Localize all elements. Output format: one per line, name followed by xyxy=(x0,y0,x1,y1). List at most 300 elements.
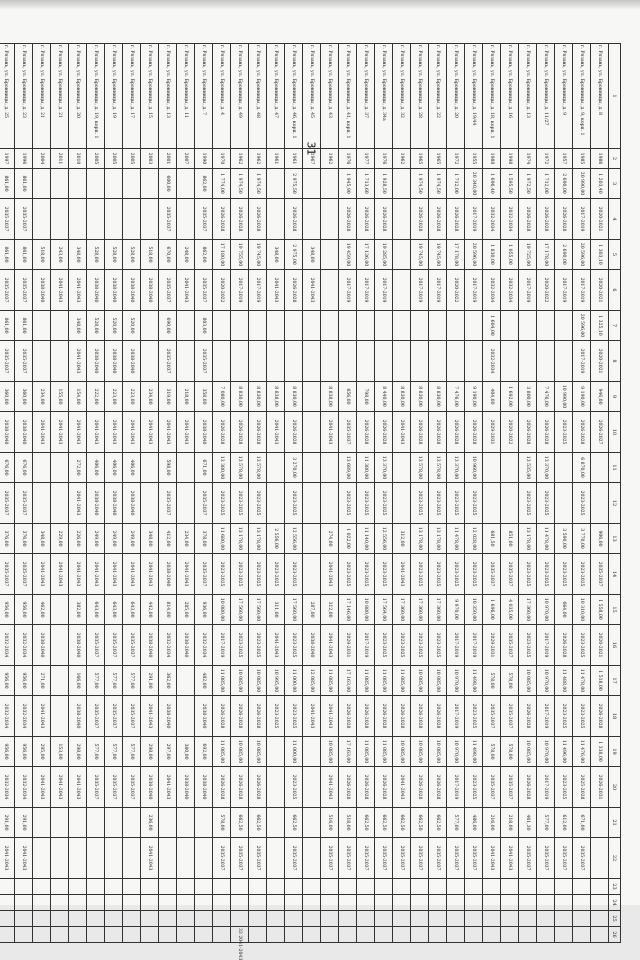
value-cell xyxy=(141,895,159,911)
value-cell: 11 478,00 xyxy=(537,524,555,554)
value-cell: 11 478,00 xyxy=(573,666,591,696)
value-cell xyxy=(465,311,483,341)
value-cell: 2041-2043 xyxy=(51,412,69,453)
value-cell: 2041-2043 xyxy=(51,554,69,595)
value-cell xyxy=(159,895,177,911)
value-cell: 2035-2037 xyxy=(159,483,177,524)
value-cell xyxy=(69,879,87,895)
value-cell: 2026-2028 xyxy=(285,270,303,311)
value-cell: 2035-2037 xyxy=(357,838,375,879)
column-number: 4 xyxy=(609,199,621,240)
value-cell xyxy=(177,341,195,382)
value-cell: 2023-2025 xyxy=(465,696,483,737)
value-cell: 2041-2043 xyxy=(87,554,105,595)
value-cell xyxy=(195,895,213,911)
value-cell xyxy=(393,341,411,382)
value-cell xyxy=(303,911,321,927)
value-cell xyxy=(123,895,141,911)
value-cell: 4 035,00 xyxy=(501,595,519,625)
value-cell xyxy=(357,895,375,911)
value-cell: 2026-2028 xyxy=(213,767,231,808)
value-cell: 1 604,00 xyxy=(483,311,501,341)
value-cell xyxy=(321,911,339,927)
value-cell: 1 338,00 xyxy=(591,737,609,767)
value-cell: 2026-2028 xyxy=(573,412,591,453)
value-cell: 13 370,00 xyxy=(537,453,555,483)
value-cell: 17 360,00 xyxy=(411,595,429,625)
value-cell: 2041-2043 xyxy=(123,412,141,453)
value-cell xyxy=(357,927,375,943)
value-cell: 2032-2034 xyxy=(501,199,519,240)
value-cell: 11 085,00 xyxy=(213,666,231,696)
value-cell: 17 360,00 xyxy=(519,595,537,625)
value-cell: 13 370,00 xyxy=(447,453,465,483)
value-cell xyxy=(51,169,69,199)
address-cell: г. Рязань, ул. Бронницы, д. 21 xyxy=(51,44,69,149)
value-cell: 2023-2025 xyxy=(429,554,447,595)
value-cell: 10 310,00 xyxy=(573,595,591,625)
value-cell: 2020-2021 xyxy=(591,199,609,240)
address-cell: г. Рязань, ул. Бронницы, д. 28 xyxy=(411,44,429,149)
address-cell: г. Рязань, ул. Бронницы, д. 25 xyxy=(0,44,15,149)
value-cell xyxy=(33,927,51,943)
value-cell: 10 085,00 xyxy=(429,737,447,767)
value-cell: 10 085,00 xyxy=(519,666,537,696)
value-cell: 2041-2043 xyxy=(177,270,195,311)
value-cell: 690,00 xyxy=(159,311,177,341)
value-cell: 600,00 xyxy=(159,169,177,199)
column-number: 22 xyxy=(609,838,621,879)
value-cell: 2023-2025 xyxy=(519,625,537,666)
value-cell: 2023-2025 xyxy=(231,554,249,595)
value-cell xyxy=(87,199,105,240)
page-number: 31 xyxy=(304,141,318,156)
value-cell: 1 595,50 xyxy=(501,169,519,199)
value-cell: 11 680,00 xyxy=(213,524,231,554)
value-cell: 2026-2028 xyxy=(411,412,429,453)
value-cell: 17 180,00 xyxy=(213,240,231,270)
value-cell xyxy=(501,927,519,943)
column-number: 12 xyxy=(609,483,621,524)
value-cell: 2023-2025 xyxy=(357,554,375,595)
value-cell: 2032-2034 xyxy=(501,270,519,311)
address-cell: г. Рязань, ул. Бронницы, д. 7 xyxy=(195,44,213,149)
value-cell: 2035-2037 xyxy=(87,696,105,737)
value-cell: 2032-2034 xyxy=(159,625,177,666)
value-cell: 311,00 xyxy=(267,595,285,625)
table-row xyxy=(537,44,555,943)
value-cell: 2035-2037 xyxy=(411,838,429,879)
year-cell: 2005 xyxy=(123,149,141,169)
value-cell: 2035-2037 xyxy=(195,554,213,595)
value-cell: 9 190,00 xyxy=(465,382,483,412)
value-cell xyxy=(15,927,33,943)
value-cell: 8 830,00 xyxy=(429,382,447,412)
value-cell xyxy=(177,199,195,240)
value-cell: 17 564,00 xyxy=(375,595,393,625)
value-cell: 2020-2022 xyxy=(537,270,555,311)
value-cell xyxy=(123,927,141,943)
column-number: 21 xyxy=(609,808,621,838)
value-cell: 2017-2019 xyxy=(357,270,375,311)
value-cell: 11 140,00 xyxy=(357,524,375,554)
value-cell: 861,00 xyxy=(15,240,33,270)
value-cell: 2026-2028 xyxy=(411,767,429,808)
value-cell: 3 800,00 xyxy=(519,382,537,412)
value-cell xyxy=(393,311,411,341)
value-cell xyxy=(33,879,51,895)
value-cell: 1 712,00 xyxy=(537,169,555,199)
value-cell: 154,00 xyxy=(69,382,87,412)
value-cell: 2041-2043 xyxy=(33,412,51,453)
value-cell: 17 178,00 xyxy=(537,240,555,270)
value-cell xyxy=(33,483,51,524)
value-cell: 19 755,00 xyxy=(231,240,249,270)
value-cell: 662,50 xyxy=(285,808,303,838)
value-cell: 2026-2028 xyxy=(393,696,411,737)
value-cell: 10 970,00 xyxy=(447,666,465,696)
value-cell xyxy=(87,879,105,895)
value-cell xyxy=(537,895,555,911)
value-cell: 10 085,00 xyxy=(249,737,267,767)
value-cell: 2017-2019 xyxy=(537,696,555,737)
value-cell xyxy=(51,838,69,879)
value-cell xyxy=(303,879,321,895)
value-cell: 11 085,00 xyxy=(375,737,393,767)
value-cell xyxy=(69,927,87,943)
value-cell: 662,50 xyxy=(429,808,447,838)
table-row xyxy=(87,44,105,943)
value-cell: 295,00 xyxy=(33,737,51,767)
value-cell xyxy=(141,169,159,199)
value-cell: 2026-2028 xyxy=(339,199,357,240)
value-cell xyxy=(303,927,321,943)
value-cell: 2023-2025 xyxy=(519,554,537,595)
value-cell: 2041-2043 xyxy=(69,483,87,524)
value-cell: 2041-2043 xyxy=(141,554,159,595)
value-cell xyxy=(321,199,339,240)
value-cell xyxy=(15,879,33,895)
value-cell: 2035-2037 xyxy=(0,341,15,382)
value-cell xyxy=(141,199,159,240)
value-cell: 222,00 xyxy=(87,382,105,412)
value-cell: 12 556,00 xyxy=(375,524,393,554)
value-cell: 861,00 xyxy=(0,240,15,270)
value-cell: 10 970,00 xyxy=(537,737,555,767)
value-cell: 11 498,00 xyxy=(465,737,483,767)
value-cell: 2023-2025 xyxy=(465,483,483,524)
value-cell: 2035-2037 xyxy=(483,696,501,737)
value-cell: 2032-2034 xyxy=(483,341,501,382)
value-cell: 10 995,00 xyxy=(267,666,285,696)
year-cell: 2011 xyxy=(51,149,69,169)
value-cell xyxy=(105,838,123,879)
value-cell: 10 990,00 xyxy=(555,382,573,412)
value-cell: 2026-2028 xyxy=(519,199,537,240)
column-number: 14 xyxy=(609,554,621,595)
value-cell: 291,00 xyxy=(15,808,33,838)
value-cell xyxy=(429,927,447,943)
table-row xyxy=(501,44,519,943)
address-cell: г. Рязань, ул. Бронницы, д. 41, корп. 1 xyxy=(339,44,357,149)
year-cell: 1988 xyxy=(483,149,501,169)
value-cell: 358,00 xyxy=(195,382,213,412)
value-cell xyxy=(465,895,483,911)
value-cell: 2017-2019 xyxy=(339,270,357,311)
value-cell: 243,00 xyxy=(51,240,69,270)
value-cell: 2017-2019 xyxy=(465,625,483,666)
value-cell: 2041-2043 xyxy=(267,625,285,666)
value-cell: 1 303,10 xyxy=(591,240,609,270)
value-cell xyxy=(483,483,501,524)
value-cell: 1 558,00 xyxy=(591,595,609,625)
table-row xyxy=(177,44,195,943)
value-cell: 2023-2025 xyxy=(339,483,357,524)
value-cell: 2041-2043 xyxy=(483,838,501,879)
value-cell xyxy=(429,311,447,341)
value-cell: 12 085,00 xyxy=(303,666,321,696)
column-number: 23 xyxy=(609,879,621,895)
value-cell: 2035-2037 xyxy=(537,838,555,879)
value-cell: 1 692,00 xyxy=(501,382,519,412)
value-cell xyxy=(141,483,159,524)
value-cell xyxy=(573,911,591,927)
value-cell: 2026-2028 xyxy=(357,412,375,453)
value-cell: 155,00 xyxy=(51,382,69,412)
value-cell xyxy=(411,895,429,911)
value-cell: 662,50 xyxy=(411,808,429,838)
column-number: 16 xyxy=(609,625,621,666)
value-cell: 1 696,00 xyxy=(483,595,501,625)
value-cell xyxy=(411,311,429,341)
value-cell: 2041-2043 xyxy=(51,270,69,311)
column-number: 15 xyxy=(609,595,621,625)
value-cell: 2020-2022 xyxy=(213,270,231,311)
year-cell: 1977 xyxy=(357,149,375,169)
value-cell xyxy=(285,879,303,895)
value-cell: 2035-2037 xyxy=(429,838,447,879)
address-cell: г. Рязань, ул. Бронницы, д. 9, корп. 1 xyxy=(573,44,591,149)
value-cell: 312,00 xyxy=(393,524,411,554)
value-cell: 2041-2043 xyxy=(0,838,15,879)
value-cell xyxy=(321,453,339,483)
value-cell xyxy=(231,927,249,960)
value-cell xyxy=(591,483,609,524)
value-cell xyxy=(231,895,249,911)
value-cell: 274,00 xyxy=(321,524,339,554)
value-cell: 670,00 xyxy=(159,240,177,270)
value-cell: 13 178,00 xyxy=(429,524,447,554)
value-cell xyxy=(267,895,285,911)
value-cell: 2038-2040 xyxy=(141,270,159,311)
value-cell xyxy=(483,453,501,483)
value-cell xyxy=(375,879,393,895)
value-cell: 291,00 xyxy=(141,666,159,696)
value-cell: 2035-2037 xyxy=(0,483,15,524)
value-cell: 2025-2028 xyxy=(573,767,591,808)
value-cell: 2035-2037 xyxy=(0,554,15,595)
value-cell: 578,00 xyxy=(483,737,501,767)
value-cell xyxy=(231,341,249,382)
value-cell xyxy=(411,341,429,382)
table-row xyxy=(195,44,213,943)
value-cell xyxy=(159,879,177,895)
value-cell: 348,00 xyxy=(141,524,159,554)
value-cell: 2041-2043 xyxy=(177,412,195,453)
column-number: 10 xyxy=(609,412,621,453)
year-cell: 1965 xyxy=(411,149,429,169)
value-cell xyxy=(483,879,501,895)
address-cell: г. Рязань, ул. Бронницы, д. 11/27 xyxy=(537,44,555,149)
value-cell: 2023-2025 xyxy=(285,767,303,808)
value-cell xyxy=(393,483,411,524)
value-cell: 11 476,00 xyxy=(573,737,591,767)
value-cell: 518,00 xyxy=(339,808,357,838)
rotated-table-wrapper xyxy=(3,43,621,960)
value-cell: 2029-2031 xyxy=(339,625,357,666)
year-cell: 2005 xyxy=(105,149,123,169)
value-cell: 2041-2043 xyxy=(123,554,141,595)
value-cell xyxy=(177,311,195,341)
address-cell: г. Рязань, ул. Бронницы, д. 15 xyxy=(141,44,159,149)
value-cell: 2023-2025 xyxy=(537,483,555,524)
value-cell xyxy=(213,879,231,895)
table-row xyxy=(375,44,393,943)
value-cell: 2023-2025 xyxy=(267,554,285,595)
value-cell: 2041-2043 xyxy=(69,412,87,453)
table-row xyxy=(15,44,33,943)
value-cell xyxy=(195,879,213,895)
value-cell xyxy=(51,199,69,240)
value-cell xyxy=(411,911,429,927)
year-cell: 2004 xyxy=(33,149,51,169)
value-cell: 577,00 xyxy=(87,666,105,696)
year-cell: 1972 xyxy=(537,149,555,169)
value-cell: 2035-2037 xyxy=(0,199,15,240)
table-row xyxy=(303,44,321,943)
year-cell: 2010 xyxy=(69,149,87,169)
value-cell xyxy=(177,666,195,696)
value-cell: 11 085,00 xyxy=(213,737,231,767)
address-cell: г. Рязань, ул. Бронницы, д. 48 xyxy=(249,44,267,149)
value-cell: 2041-2043 xyxy=(33,554,51,595)
value-cell: 2026-2028 xyxy=(213,696,231,737)
address-cell: г. Рязань, ул. Бронницы, д. 16 xyxy=(501,44,519,149)
value-cell: 10 085,00 xyxy=(249,666,267,696)
value-cell xyxy=(105,879,123,895)
value-cell: 2035-2037 xyxy=(375,838,393,879)
value-cell: 360,00 xyxy=(15,382,33,412)
value-cell: 462,00 xyxy=(33,595,51,625)
value-cell: 362,00 xyxy=(159,666,177,696)
value-cell: 2035-2037 xyxy=(195,199,213,240)
value-cell: 11 085,00 xyxy=(393,666,411,696)
value-cell: 2041-2043 xyxy=(177,554,195,595)
value-cell: 1 945,90 xyxy=(339,169,357,199)
value-cell: 2023-2025 xyxy=(519,483,537,524)
year-cell: 1965 xyxy=(429,149,447,169)
value-cell: 461,30 xyxy=(519,808,537,838)
value-cell: 2026-2028 xyxy=(555,625,573,666)
value-cell: 2023-2025 xyxy=(249,625,267,666)
value-cell: 2 690,00 xyxy=(555,169,573,199)
value-cell: 2 690,00 xyxy=(555,240,573,270)
value-cell: 8 830,00 xyxy=(231,382,249,412)
value-cell: 798,00 xyxy=(357,382,375,412)
value-cell xyxy=(249,911,267,927)
value-cell: 229,00 xyxy=(51,524,69,554)
value-cell xyxy=(177,911,195,927)
value-cell xyxy=(267,767,285,808)
value-cell xyxy=(33,311,51,341)
value-cell xyxy=(285,911,303,927)
value-cell: 2035-2037 xyxy=(195,341,213,382)
value-cell xyxy=(141,453,159,483)
value-cell xyxy=(141,341,159,382)
value-cell: 2035-2037 xyxy=(483,554,501,595)
value-cell xyxy=(195,911,213,927)
value-cell: 2023-2025 xyxy=(573,483,591,524)
value-cell: 348,00 xyxy=(303,240,321,270)
value-cell: 2026-2028 xyxy=(429,412,447,453)
table-row xyxy=(249,44,267,943)
value-cell: 2023-2025 xyxy=(393,625,411,666)
value-cell: 2038-2040 xyxy=(195,696,213,737)
value-cell: 2023-2025 xyxy=(555,412,573,453)
value-cell: 2023-2025 xyxy=(213,554,231,595)
value-cell: 2026-2028 xyxy=(285,199,303,240)
value-cell: 2023-2025 xyxy=(285,625,303,666)
value-cell: 861,00 xyxy=(15,169,33,199)
value-cell: 11 478,00 xyxy=(447,524,465,554)
value-cell: 2038-2040 xyxy=(87,483,105,524)
value-cell xyxy=(447,895,465,911)
year-cell: 1957 xyxy=(555,149,573,169)
year-cell: 1955 xyxy=(465,149,483,169)
value-cell: 1 774,00 xyxy=(213,169,231,199)
value-cell: 2032-2034 xyxy=(483,199,501,240)
address-cell: г. Рязань, ул. Бронницы, д. 9 xyxy=(555,44,573,149)
value-cell xyxy=(573,895,591,911)
value-cell xyxy=(177,895,195,911)
value-cell xyxy=(87,838,105,879)
value-cell: 249,00 xyxy=(105,524,123,554)
column-number: 3 xyxy=(609,169,621,199)
value-cell: 2023-2025 xyxy=(357,483,375,524)
value-cell xyxy=(231,879,249,895)
value-cell: 906,00 xyxy=(591,524,609,554)
value-cell xyxy=(33,911,51,927)
value-cell: 2038-2040 xyxy=(159,554,177,595)
value-cell xyxy=(105,895,123,911)
value-cell xyxy=(267,311,285,341)
value-cell: 12 028,00 xyxy=(465,524,483,554)
value-cell: 285,00 xyxy=(177,595,195,625)
value-cell: 2041-2043 xyxy=(69,341,87,382)
value-cell xyxy=(231,311,249,341)
value-cell: 2017-2019 xyxy=(573,341,591,382)
value-cell: 577,00 xyxy=(87,737,105,767)
value-cell: 376,00 xyxy=(0,524,15,554)
value-cell: 13 370,00 xyxy=(375,453,393,483)
value-cell: 2041-2043 xyxy=(303,696,321,737)
value-cell xyxy=(321,311,339,341)
value-cell xyxy=(123,838,141,879)
value-cell: 287,00 xyxy=(303,595,321,625)
value-cell: 2026-2028 xyxy=(555,199,573,240)
value-cell: 2035-2037 xyxy=(447,838,465,879)
value-cell xyxy=(429,911,447,927)
